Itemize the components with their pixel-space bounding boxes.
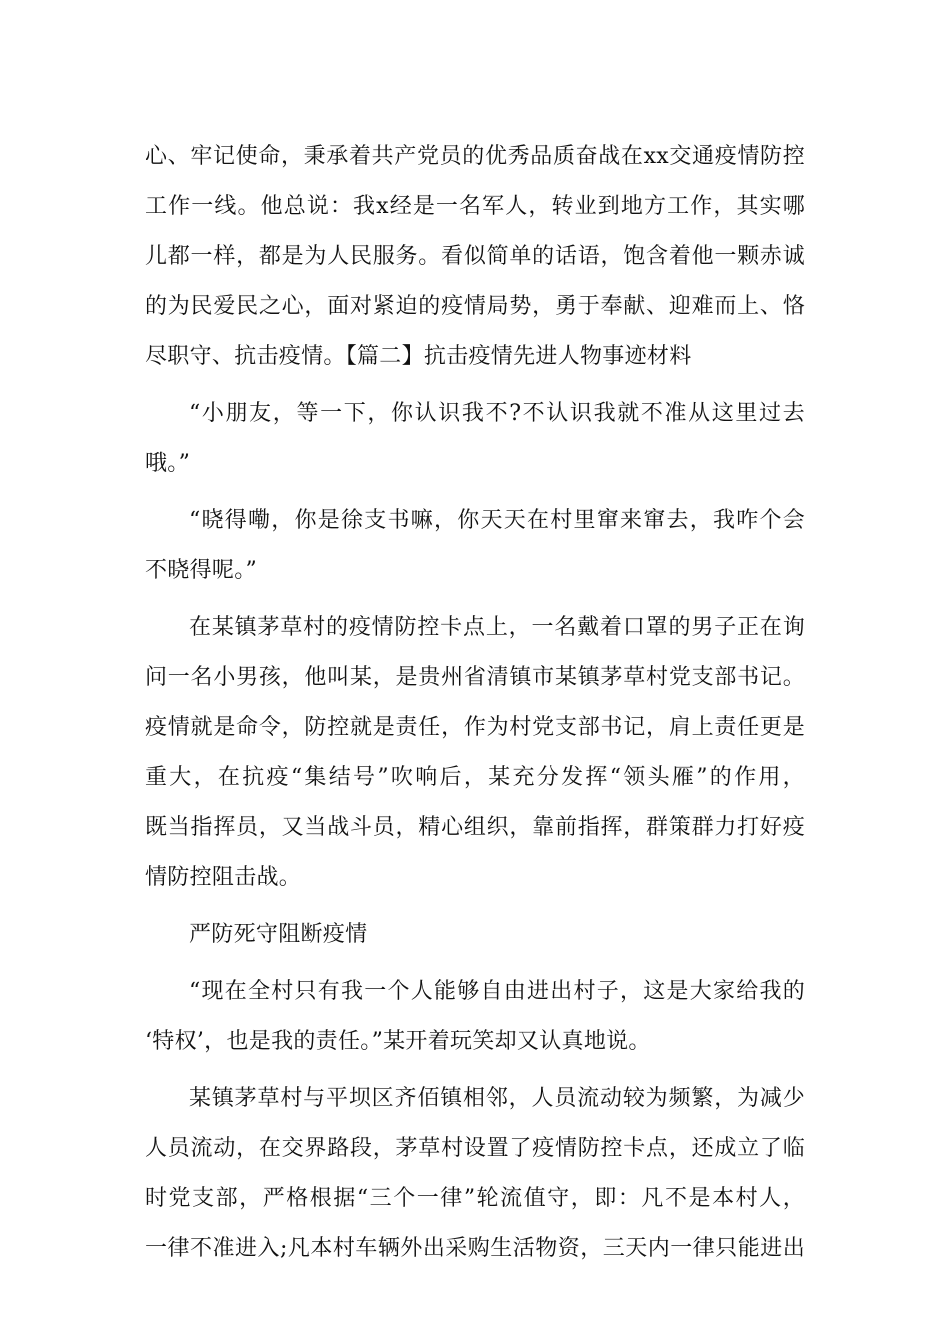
text-line: 在某镇茅草村的疫情防控卡点上，一名戴着口罩的男子正在询 [189,615,805,640]
text-line: 心、牢记使命，秉承着共产党员的优秀品质奋战在xx交通疫情防控 [145,144,805,169]
text-line: 不晓得呢。” [145,558,258,583]
text-line: 严防死守阻断疫情 [189,922,368,947]
text-line: 哦。” [145,451,191,476]
text-line: 某镇茅草村与平坝区齐佰镇相邻，人员流动较为频繁，为减少 [189,1086,805,1111]
text-line: “现在全村只有我一个人能够自由进出村子，这是大家给我的 [189,979,805,1004]
text-line: 尽职守、抗击疫情。【篇二】抗击疫情先进人物事迹材料 [145,344,692,369]
text-line: 问一名小男孩，他叫某，是贵州省清镇市某镇茅草村党支部书记。 [145,665,805,690]
text-line: 重大，在抗疫“集结号”吹响后，某充分发挥“领头雁”的作用， [145,765,805,790]
text-line: 儿都一样，都是为人民服务。看似简单的话语，饱含着他一颗赤诚 [145,244,805,269]
text-line: 工作一线。他总说：我x经是一名军人，转业到地方工作，其实哪 [145,194,805,219]
text-line: 人员流动，在交界路段，茅草村设置了疫情防控卡点，还成立了临 [145,1136,805,1161]
text-line: 的为民爱民之心，面对紧迫的疫情局势，勇于奉献、迎难而上、恪 [145,294,805,319]
text-line: ‘特权’，也是我的责任。”某开着玩笑却又认真地说。 [145,1029,651,1054]
document-body [145,132,805,1274]
text-line: “晓得嘞，你是徐支书嘛，你天天在村里窜来窜去，我咋个会 [189,508,805,533]
text-line: 疫情就是命令，防控就是责任，作为村党支部书记，肩上责任更是 [145,715,805,740]
text-line: 既当指挥员，又当战斗员，精心组织，靠前指挥，群策群力打好疫 [145,815,805,840]
text-line: 一律不准进入;凡本村车辆外出采购生活物资，三天内一律只能进出 [145,1236,805,1261]
text-line: “小朋友，等一下，你认识我不?不认识我就不准从这里过去 [189,401,805,426]
text-line: 情防控阻击战。 [145,865,302,890]
text-line: 时党支部，严格根据“三个一律”轮流值守，即：凡不是本村人， [145,1186,805,1211]
